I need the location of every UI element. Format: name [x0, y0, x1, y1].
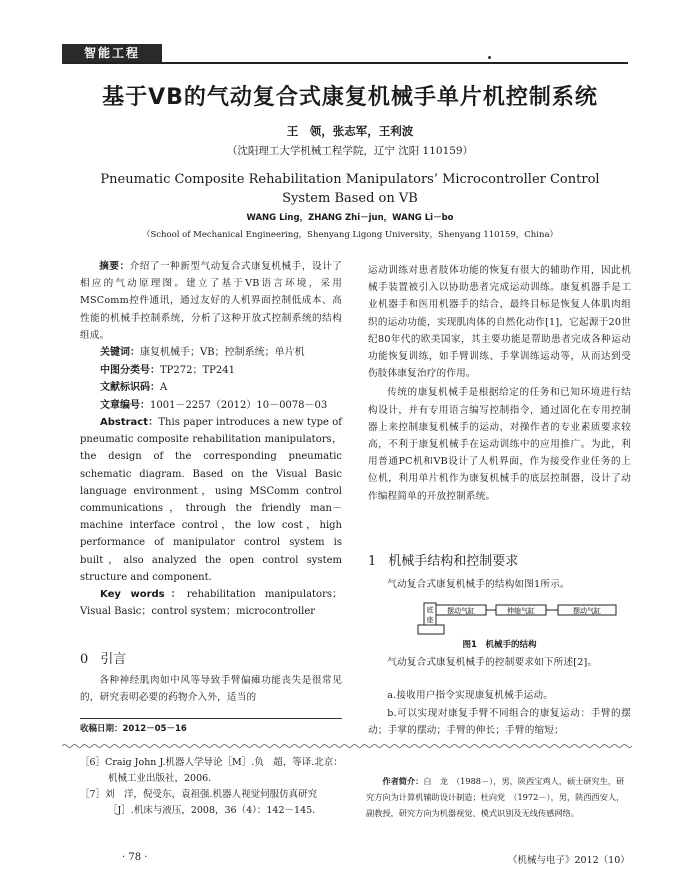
affiliation-cn: （沈阳理工大学机械工程学院，辽宁 沈阳 110159） [226, 145, 474, 157]
requirement-a: a.接收用户指令实现康复机械手运动。 [387, 690, 554, 701]
figure-1-caption: 图1 机械手的结构 [462, 640, 537, 650]
received-date: 收稿日期：2012－05－16 [80, 724, 187, 734]
keywords-cn [80, 344, 342, 362]
right-paragraph-2: 传统的康复机械手是根据给定的任务和已知环境进行结构设计，并有专用语言编写控制指令，通过固化在专用控制器上来控制康复机械手的运动，对操作者的专业素质要求较高，不利于康复机械手在运动训练中的应用推广。为此，利用普通PC机和VB设计了人机界面，作为接受作业任务的上位机，利用单片机作为康复机械手的底层控制器，设计了动作编程简单的开放控制系统。 [368, 387, 631, 502]
right-paragraph-3: 气动复合式康复机械手的结构如图1所示。 [387, 579, 570, 590]
reference-6-line1: Craig John J.机器人学导论［M］.负 超，等译.北京： [105, 757, 343, 768]
abstract-cn [80, 258, 342, 344]
abstract-cn-text: 介绍了一种新型气动复合式康复机械手，设计了相应的气动原理图。建立了基于VB语言环境，采用MSComm控件通讯，通过友好的人机界面控制低成本、高性能的机械手控制系统，分析了这种开放式控制系统的结构组成。 [80, 261, 343, 341]
reference-7-line2: ［J］.机床与液压，2008，36（4）：142－145. [108, 805, 316, 816]
base-label-2: 座 [426, 616, 434, 624]
requirement-b: b.可以实现对康复手臂不同组合的康复运动：手臂的摆动；手掌的摆动；手臂的伸长；手臂的缩短； [368, 708, 631, 737]
authors-cn: 王 领，张志军，王利波 [286, 124, 414, 138]
article-no [80, 397, 342, 415]
right-paragraph-1: 运动训练对患者肢体功能的恢复有很大的辅助作用，因此机械手装置被引入以协助患者完成运动训练。康复机器手是工业机器手和医用机器手的结合，最终目标是恢复人体肌肉组织的运动功能，实现肌肉体的自然化动作[1]，它起源于20世纪80年代的欧美国家，其主要功能是帮助患者完成各种运动功能恢复训练，如手臂训练、手掌训练运动等，从而达到受伤肢体康复治疗的作用。 [368, 265, 631, 380]
title-cn: 基于VB的气动复合式康复机械手单片机控制系统 [102, 85, 598, 110]
title-en-line2: System Based on VB [282, 191, 418, 206]
article-no-label: 文章编号： [100, 399, 150, 411]
section-label: 智能工程 [62, 44, 162, 62]
page-dot [488, 56, 491, 59]
section-1-num: 1 [368, 554, 377, 569]
reference-7 [80, 787, 360, 819]
intro-paragraph: 各种神经肌肉如中风等导致手臂偏瘫功能丧失是很常见的，研究表明必要的药物介入外，适当的 [80, 675, 342, 704]
keywords-en-text: rehabilitation manipulators；Visual Basic；control system；microcontroller [80, 589, 342, 618]
page-number: · 78 · [122, 852, 148, 863]
right-paragraph-4: 气动复合式康复机械手的控制要求如下所述[2]。 [387, 657, 598, 668]
reference-6 [80, 755, 360, 787]
doc-code-label: 文献标识码： [100, 382, 160, 394]
box3-label: 摆动气缸 [573, 607, 601, 615]
reference-7-line1: 刘 洋，倪受东，袁祖强.机器人视觉伺服仿真研究 [105, 789, 318, 800]
abstract-en-text: This paper introduces a new type of pneumatic composite rehabilitation manipulators，the design of the corresponding pneumatic schematic diagram. Based on the Visual Basic language environment，using MSComm control communications，through the friendly man－machine interface control，the low cost，high performance of manipulator control system is built，also analyzed the open control system structure and component. [80, 417, 342, 583]
article-no-text: 1001－2257（2012）10－0078－03 [150, 399, 328, 411]
affiliation-en: （School of Mechanical Engineering，Shenyang Ligong University，Shenyang 110159，China） [141, 230, 559, 240]
author-bio [366, 773, 632, 821]
left-column [80, 258, 342, 620]
received-rule [80, 718, 342, 719]
section-1-title: 机械手结构和控制要求 [388, 554, 519, 569]
clc-text: TP272；TP241 [160, 364, 235, 376]
section-0-title: 引言 [100, 652, 127, 667]
box1-label: 摆动气缸 [447, 607, 475, 615]
reference-6-line2: 机械工业出版社，2006. [108, 773, 212, 784]
title-en [60, 170, 640, 208]
section-0-num: 0 [80, 652, 89, 667]
journal-name: 《机械与电子》2012（10） [508, 855, 630, 866]
authors-en: WANG Ling，ZHANG Zhi－jun，WANG Li－bo [246, 213, 454, 223]
base-label-1: 底 [426, 606, 434, 614]
references [80, 755, 360, 819]
keywords-en-label: Key words： [100, 589, 187, 601]
doc-code-text: A [160, 382, 168, 394]
abstract-en [80, 414, 342, 586]
title-en-line1: Pneumatic Composite Rehabilitation Manipulators’ Microcontroller Control [100, 172, 600, 187]
keywords-cn-text: 康复机械手；VB；控制系统；单片机 [140, 347, 305, 359]
clc-label: 中图分类号： [100, 364, 160, 376]
reference-6-num: ［6］ [80, 757, 106, 768]
header-rule [62, 62, 628, 64]
keywords-en [80, 586, 342, 620]
figure-1-structure [416, 599, 636, 641]
reference-7-num: ［7］ [80, 789, 106, 800]
doc-code [80, 379, 342, 397]
section-0-heading [80, 648, 342, 667]
wavy-divider [62, 743, 632, 749]
keywords-cn-label: 关键词： [100, 347, 140, 359]
abstract-cn-label: 摘要： [99, 261, 130, 272]
right-column [368, 262, 631, 505]
author-bio-label: 作者简介： [382, 776, 424, 786]
section-1-heading [368, 550, 631, 569]
base-foot [418, 625, 444, 634]
box2-label: 伸缩气缸 [507, 607, 535, 615]
author-bio-text: 白 龙 （1988－），男，陕西宝鸡人，硕士研究生，研究方向为计算机辅助设计制造；杜向党 （1972－），男，陕西西安人，副教授，研究方向为机器视觉、模式识别及无线传感网络。 [366, 776, 625, 818]
abstract-en-label: Abstract： [100, 417, 159, 429]
clc [80, 362, 342, 380]
